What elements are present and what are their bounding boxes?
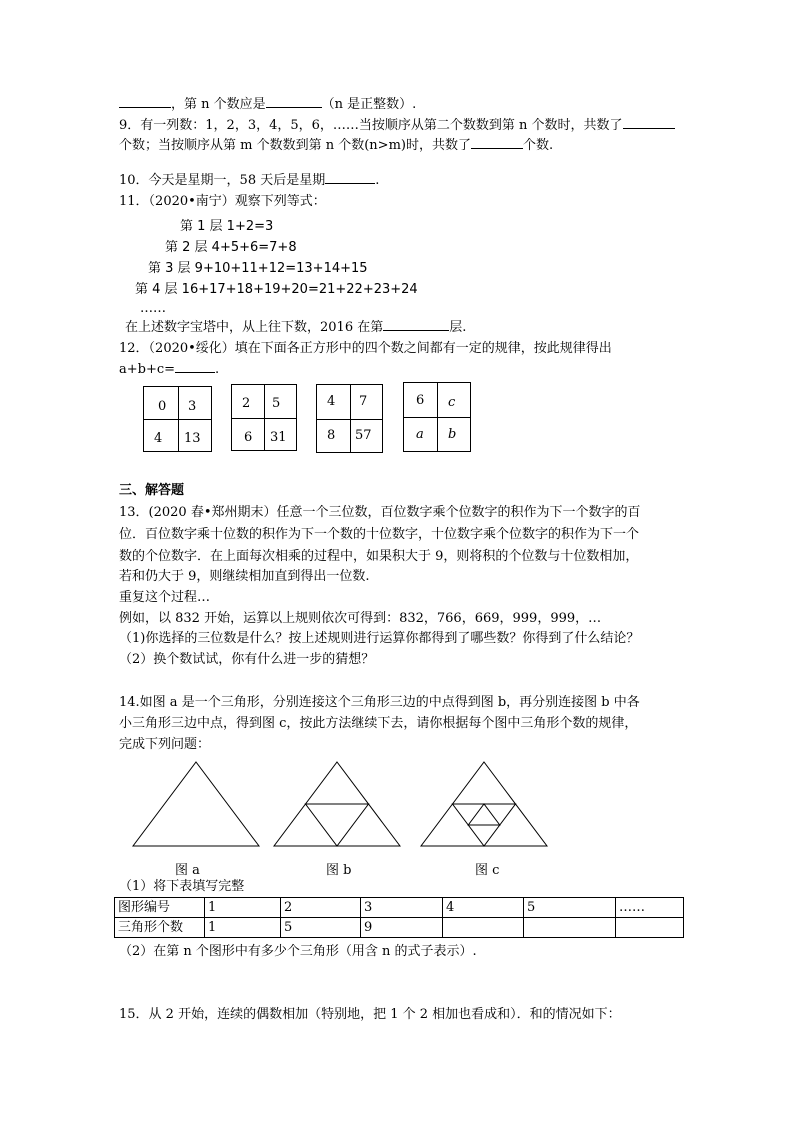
table-header-cell: 1 (205, 898, 281, 918)
question-13-line-4: 若和仍大于 9，则继续相加直到得出一位数. (119, 569, 370, 584)
question-11: 11．（2020•南宁）观察下列等式： (119, 194, 326, 209)
figure-c-inner-triangle (468, 804, 500, 825)
text: 在上述数字宝塔中，从上往下数，2016 在第 (125, 320, 384, 335)
question-14-part-2: （2）在第 n 个图形中有多少个三角形（用含 n 的式子表示）. (119, 944, 477, 959)
table-cell-blank[interactable] (616, 918, 684, 938)
text: 层. (449, 320, 467, 335)
table-cell-blank[interactable] (524, 918, 616, 938)
triangle-count-table (114, 897, 684, 938)
question-15: 15．从 2 开始，连续的偶数相加（特别地，把 1 个 2 相加也看成和）．和的情况如下： (119, 1007, 621, 1022)
text: （n 是正整数）. (321, 97, 417, 112)
square-cell: 6 (416, 393, 425, 408)
text: . (215, 362, 220, 377)
square-cell: 8 (327, 428, 336, 443)
table-header-cell: 3 (361, 898, 443, 918)
text: ，第 n 个数应是 (171, 97, 266, 112)
square-cell: c (448, 395, 456, 410)
figure-a-caption: 图 a (175, 863, 200, 878)
square-cell: 0 (158, 399, 167, 414)
square-cell: 57 (355, 428, 372, 443)
table-header-cell: …… (616, 898, 684, 918)
text: 个数. (522, 138, 554, 153)
table-cell-blank[interactable] (443, 918, 524, 938)
question-13-line-6: 例如，以 832 开始，运算以上规则依次可得到：832，766，669，999，999，… (119, 611, 602, 626)
square-cell: 4 (154, 431, 163, 446)
square-cell: b (448, 427, 457, 442)
table-header-cell: 5 (524, 898, 616, 918)
question-14-line-2: 小三角形三边中点，得到图 c，按此方法继续下去，请你根据每个图中三角形个数的规律， (119, 716, 638, 731)
question-14-line-1: 14.如图 a 是一个三角形，分别连接这个三角形三边的中点得到图 b，再分别连接图 b 中各 (119, 695, 640, 710)
text: a+b+c= (119, 362, 176, 377)
square-cell: 31 (270, 430, 287, 445)
pyramid-layer-1: 第 1 层 1+2=3 (180, 219, 274, 234)
square-cell: 3 (188, 399, 197, 414)
figure-b-inner-triangle (306, 804, 369, 846)
table-cell: 5 (281, 918, 361, 938)
pyramid-layer-3: 第 3 层 9+10+11+12=13+14+15 (148, 261, 368, 276)
table-row (115, 918, 684, 938)
question-14-line-3: 完成下列问题： (119, 737, 211, 752)
text: 10．今天是星期一，58 天后是星期 (119, 173, 326, 188)
square-cell: 2 (242, 396, 251, 411)
question-13-part-2: （2）换个数试试，你有什么进一步的猜想？ (119, 652, 375, 667)
text: . (375, 173, 380, 188)
figure-b-caption: 图 b (326, 863, 352, 878)
question-13-line-1: 13．(2020 春•郑州期末）任意一个三位数，百位数字乘个位数字的积作为下一个数字的百 (119, 505, 641, 520)
table-cell: 三角形个数 (115, 918, 205, 938)
pyramid-layer-4: 第 4 层 16+17+18+19+20=21+22+23+24 (135, 282, 418, 297)
table-cell: 1 (205, 918, 281, 938)
question-13-line-2: 位．百位数字乘十位数的积作为下一个数的十位数字，十位数字乘个位数字的积作为下一个 (119, 527, 640, 542)
question-14-part-1: （1）将下表填写完整 (119, 879, 245, 894)
question-13-part-1: （1)你选择的三位数是什么？按上述规则进行运算你都得到了哪些数？你得到了什么结论？ (119, 631, 640, 646)
question-13-line-5: 重复这个过程… (119, 590, 211, 605)
pyramid-ellipsis: …… (140, 301, 166, 316)
table-header-cell: 2 (281, 898, 361, 918)
figure-c-caption: 图 c (475, 863, 500, 878)
square-cell: a (416, 427, 424, 442)
square-cell: 4 (327, 394, 336, 409)
square-cell: 13 (184, 431, 201, 446)
table-row (115, 898, 684, 918)
square-cell: 5 (272, 396, 281, 411)
square-cell: 7 (359, 394, 368, 409)
square-cell: 6 (244, 430, 253, 445)
table-header-cell: 图形编号 (115, 898, 205, 918)
table-header-cell: 4 (443, 898, 524, 918)
table-cell: 9 (361, 918, 443, 938)
section-heading: 三、解答题 (119, 483, 185, 498)
text: 个数；当按顺序从第 m 个数数到第 n 个数(n>m)时，共数了 (119, 138, 471, 153)
figure-a-triangle (133, 762, 259, 846)
pyramid-layer-2: 第 2 层 4+5+6=7+8 (165, 240, 297, 255)
question-13-line-3: 数的个位数字．在上面每次相乘的过程中，如果积大于 9，则将积的个位数与十位数相加， (119, 549, 639, 564)
question-12-line-1: 12．（2020•绥化）填在下面各正方形中的四个数之间都有一定的规律，按此规律得出 (119, 341, 612, 356)
text: 9．有一列数：1，2，3，4，5，6，……当按顺序从第二个数数到第 n 个数时，共数了 (119, 118, 623, 133)
